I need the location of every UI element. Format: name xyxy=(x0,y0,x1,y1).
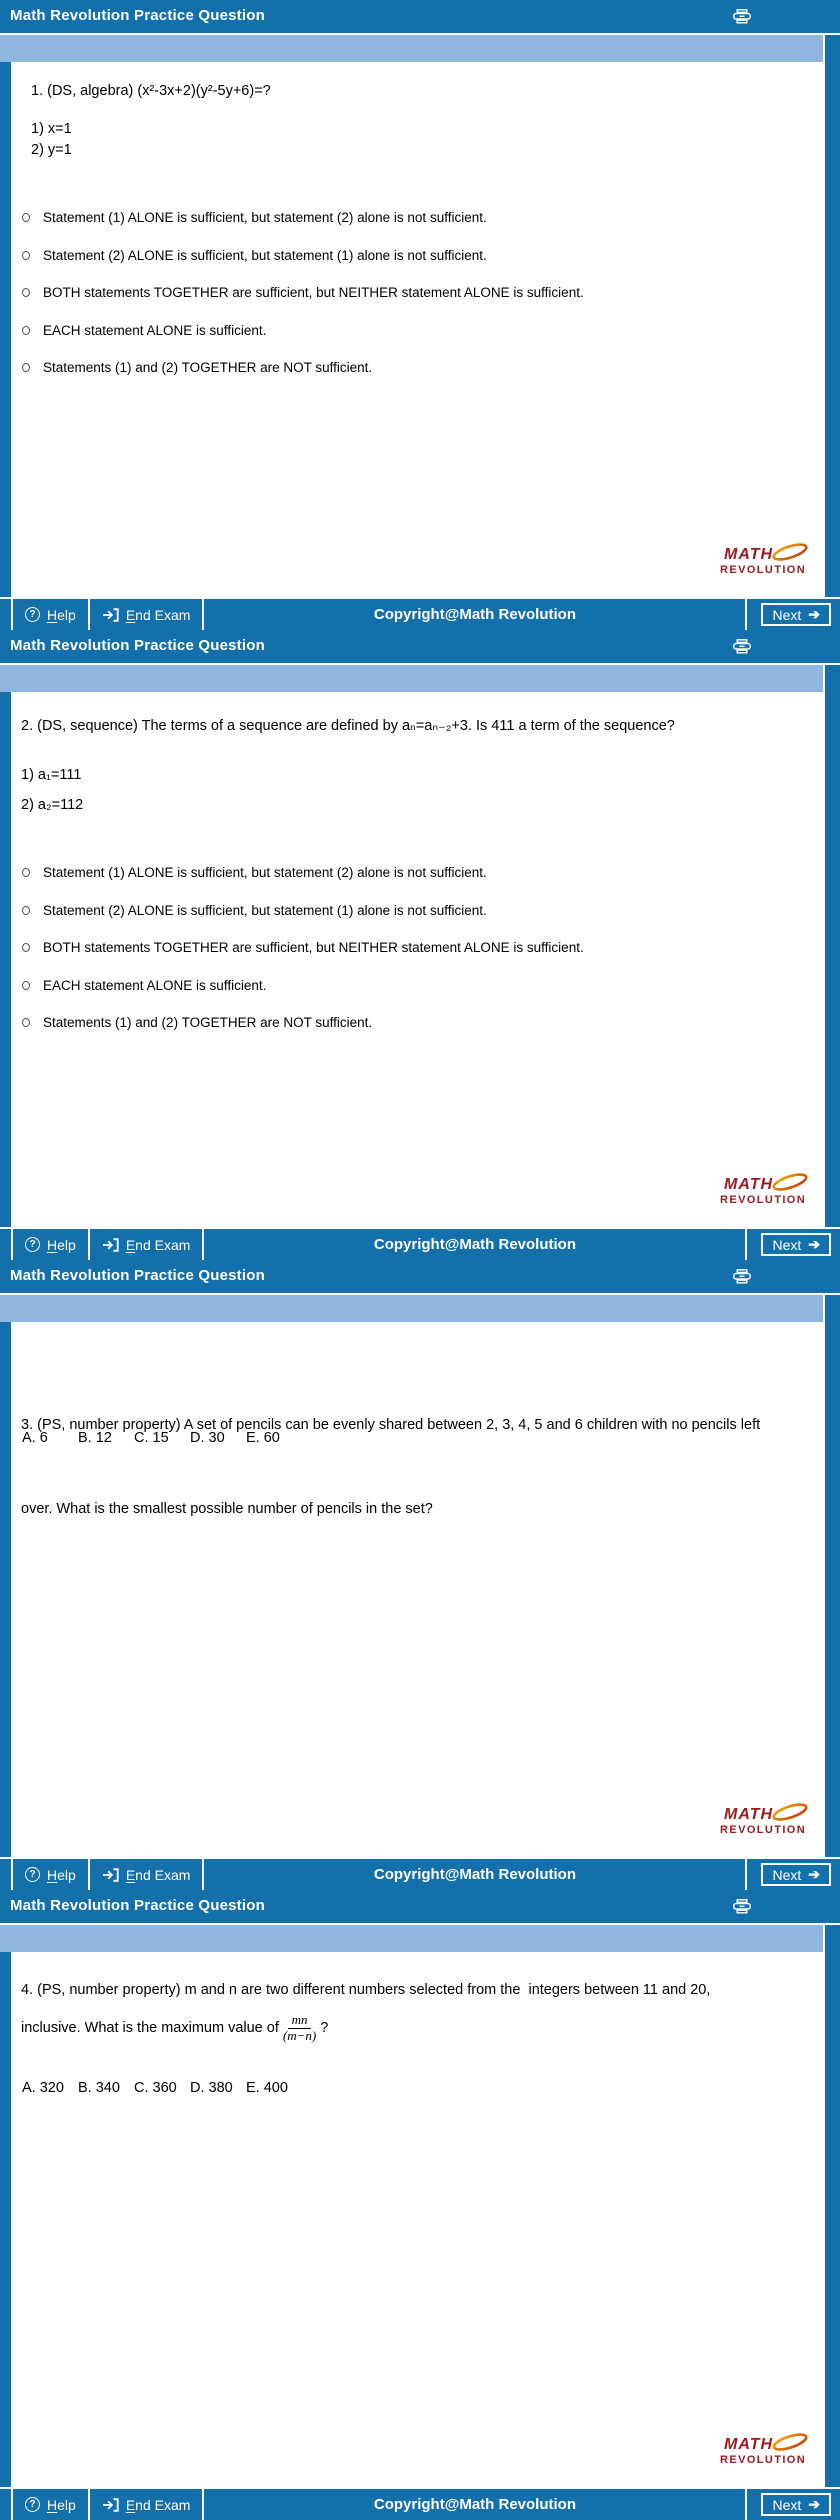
help-button[interactable] xyxy=(13,1859,88,1890)
choice-e: E. 60 xyxy=(246,1430,280,1446)
logo-math-text: MATH xyxy=(724,1176,774,1193)
question-panel-3 xyxy=(0,1260,840,1890)
next-button-area xyxy=(747,2489,840,2520)
copyright-text: Copyright@Math Revolution xyxy=(373,1866,576,1883)
toolbar-spacer xyxy=(0,1229,11,1260)
copyright-text: Copyright@Math Revolution xyxy=(373,2496,576,2513)
next-button[interactable] xyxy=(761,603,831,626)
choice-d: D. 380 xyxy=(190,2080,233,2096)
answer-option-c[interactable] xyxy=(22,929,584,967)
statement-1: 1) x=1 xyxy=(31,121,72,137)
radio-button[interactable] xyxy=(22,943,30,952)
answer-option-e[interactable] xyxy=(22,1004,584,1042)
exit-icon xyxy=(102,1868,119,1882)
radio-button[interactable] xyxy=(22,213,30,222)
logo-math-text: MATH xyxy=(724,2436,774,2453)
copyright-text: Copyright@Math Revolution xyxy=(373,1236,576,1253)
next-button[interactable] xyxy=(761,1233,831,1256)
logo-swoosh-icon xyxy=(768,2430,812,2454)
end-exam-button[interactable] xyxy=(90,1229,203,1260)
option-label: Statements (1) and (2) TOGETHER are NOT sufficient. xyxy=(43,360,373,376)
window-title: Math Revolution Practice Question xyxy=(10,1897,265,1914)
answer-option-a[interactable] xyxy=(22,854,584,892)
end-exam-button[interactable] xyxy=(90,1859,203,1890)
help-icon: ? xyxy=(25,1237,40,1252)
statements xyxy=(31,119,72,161)
answer-options xyxy=(22,854,584,1042)
radio-button[interactable] xyxy=(22,868,30,877)
next-label: Next xyxy=(772,1236,802,1253)
math-revolution-logo xyxy=(720,2435,820,2475)
radio-button[interactable] xyxy=(22,288,30,297)
exit-icon xyxy=(102,608,119,622)
radio-button[interactable] xyxy=(22,906,30,915)
fraction-numerator: mn xyxy=(288,2013,312,2029)
option-label: Statement (1) ALONE is sufficient, but statement (2) alone is not sufficient. xyxy=(43,210,487,226)
next-button-area xyxy=(747,1859,840,1890)
arrow-right-icon: ➔ xyxy=(808,1866,820,1882)
question-panel-2 xyxy=(0,630,840,1260)
printer-icon xyxy=(733,1269,751,1284)
logo-swoosh-icon xyxy=(768,1800,812,1824)
header-strip xyxy=(0,665,825,692)
printer-icon xyxy=(733,1899,751,1914)
help-button[interactable] xyxy=(13,599,88,630)
help-label: Help xyxy=(47,606,76,623)
arrow-right-icon: ➔ xyxy=(808,2496,820,2512)
option-label: Statement (2) ALONE is sufficient, but statement (1) alone is not sufficient. xyxy=(43,902,487,918)
bottom-toolbar xyxy=(0,1857,840,1890)
toolbar-spacer xyxy=(0,599,11,630)
answer-choices xyxy=(22,1430,280,1446)
question-text: 1. (DS, algebra) (x²-3x+2)(y²-5y+6)=? xyxy=(31,83,271,99)
bottom-toolbar xyxy=(0,597,840,630)
next-label: Next xyxy=(772,1866,802,1883)
next-label: Next xyxy=(772,2496,802,2513)
answer-option-d[interactable] xyxy=(22,967,584,1005)
window-title: Math Revolution Practice Question xyxy=(10,1267,265,1284)
option-label: EACH statement ALONE is sufficient. xyxy=(43,322,267,338)
choice-a: A. 320 xyxy=(22,2080,64,2096)
question-line-2 xyxy=(21,2008,328,2048)
choice-b: B. 340 xyxy=(78,2080,120,2096)
next-label: Next xyxy=(772,606,802,623)
window-title: Math Revolution Practice Question xyxy=(10,637,265,654)
choice-c: C. 15 xyxy=(134,1430,169,1446)
exit-icon xyxy=(102,1238,119,1252)
help-label: Help xyxy=(47,1866,76,1883)
math-revolution-logo xyxy=(720,545,820,585)
option-label: Statement (1) ALONE is sufficient, but statement (2) alone is not sufficient. xyxy=(43,865,487,881)
logo-revolution-text: REVOLUTION xyxy=(720,564,807,576)
end-exam-label: End Exam xyxy=(125,1866,191,1883)
window-title: Math Revolution Practice Question xyxy=(10,7,265,24)
question-line-2-prefix: inclusive. What is the maximum value of xyxy=(21,2020,279,2036)
bottom-toolbar xyxy=(0,1227,840,1260)
header-strip xyxy=(0,1295,825,1322)
fraction-denominator: (m−n) xyxy=(282,2027,317,2043)
header-strip xyxy=(0,35,825,62)
help-icon: ? xyxy=(25,1867,40,1882)
answer-option-c[interactable] xyxy=(22,274,584,312)
option-label: BOTH statements TOGETHER are sufficient, but NEITHER statement ALONE is sufficient. xyxy=(43,940,584,956)
statement-1: 1) a₁=111 xyxy=(21,767,82,783)
help-button[interactable] xyxy=(13,2489,88,2520)
question-line-2-suffix: ? xyxy=(320,2020,329,2036)
radio-button[interactable] xyxy=(22,1018,30,1027)
radio-button[interactable] xyxy=(22,981,30,990)
bottom-toolbar xyxy=(0,2487,840,2520)
statements xyxy=(21,760,83,820)
end-exam-label: End Exam xyxy=(125,1236,191,1253)
radio-button[interactable] xyxy=(22,326,30,335)
end-exam-label: End Exam xyxy=(125,2496,191,2513)
statement-2: 2) a₂=112 xyxy=(21,797,84,813)
option-label: BOTH statements TOGETHER are sufficient, but NEITHER statement ALONE is sufficient. xyxy=(43,285,584,301)
radio-button[interactable] xyxy=(22,251,30,260)
answer-options xyxy=(22,199,584,387)
next-button[interactable] xyxy=(761,2493,831,2516)
question-text xyxy=(21,1355,811,1579)
end-exam-label: End Exam xyxy=(125,606,191,623)
printer-icon xyxy=(733,639,751,654)
question-panel-4 xyxy=(0,1890,840,2520)
help-icon: ? xyxy=(25,607,40,622)
question-line-1: 3. (PS, number property) A set of pencils can be evenly shared between 2, 3, 4, 5 and 6 children with no pencils left xyxy=(21,1417,761,1433)
help-button[interactable] xyxy=(13,1229,88,1260)
choice-a: A. 6 xyxy=(22,1430,48,1446)
statement-2: 2) y=1 xyxy=(31,142,72,158)
option-label: EACH statement ALONE is sufficient. xyxy=(43,977,267,993)
question-panel-1 xyxy=(0,0,840,630)
arrow-right-icon: ➔ xyxy=(808,606,820,622)
help-icon: ? xyxy=(25,2497,40,2512)
logo-revolution-text: REVOLUTION xyxy=(720,2454,807,2466)
choice-e: E. 400 xyxy=(246,2080,288,2096)
logo-swoosh-icon xyxy=(768,1170,812,1194)
radio-button[interactable] xyxy=(22,363,30,372)
help-label: Help xyxy=(47,2496,76,2513)
answer-choices xyxy=(22,2080,288,2096)
arrow-right-icon: ➔ xyxy=(808,1236,820,1252)
end-exam-button[interactable] xyxy=(90,599,203,630)
fraction xyxy=(282,2013,317,2044)
option-label: Statements (1) and (2) TOGETHER are NOT sufficient. xyxy=(43,1015,373,1031)
header-strip xyxy=(0,1925,825,1952)
exit-icon xyxy=(102,2498,119,2512)
copyright-text: Copyright@Math Revolution xyxy=(373,606,576,623)
logo-revolution-text: REVOLUTION xyxy=(720,1194,807,1206)
logo-swoosh-icon xyxy=(768,540,812,564)
answer-option-d[interactable] xyxy=(22,312,584,350)
question-line-1: 4. (PS, number property) m and n are two different numbers selected from the integers between 11 and 20, xyxy=(21,1982,711,1998)
choice-d: D. 30 xyxy=(190,1430,225,1446)
next-button-area xyxy=(747,1229,840,1260)
logo-math-text: MATH xyxy=(724,546,774,563)
printer-icon xyxy=(733,9,751,24)
help-label: Help xyxy=(47,1236,76,1253)
next-button-area xyxy=(747,599,840,630)
toolbar-spacer xyxy=(0,1859,11,1890)
question-text: 2. (DS, sequence) The terms of a sequence are defined by aₙ=aₙ₋₂+3. Is 411 a term of the sequence? xyxy=(21,718,675,734)
logo-math-text: MATH xyxy=(724,1806,774,1823)
end-exam-button[interactable] xyxy=(90,2489,203,2520)
math-revolution-logo xyxy=(720,1805,820,1845)
logo-revolution-text: REVOLUTION xyxy=(720,1824,807,1836)
choice-c: C. 360 xyxy=(134,2080,177,2096)
option-label: Statement (2) ALONE is sufficient, but statement (1) alone is not sufficient. xyxy=(43,247,487,263)
question-line-2: over. What is the smallest possible number of pencils in the set? xyxy=(21,1501,433,1517)
answer-option-a[interactable] xyxy=(22,199,584,237)
next-button[interactable] xyxy=(761,1863,831,1886)
math-revolution-logo xyxy=(720,1175,820,1215)
toolbar-spacer xyxy=(0,2489,11,2520)
answer-option-b[interactable] xyxy=(22,237,584,275)
choice-b: B. 12 xyxy=(78,1430,112,1446)
answer-option-e[interactable] xyxy=(22,349,584,387)
answer-option-b[interactable] xyxy=(22,892,584,930)
